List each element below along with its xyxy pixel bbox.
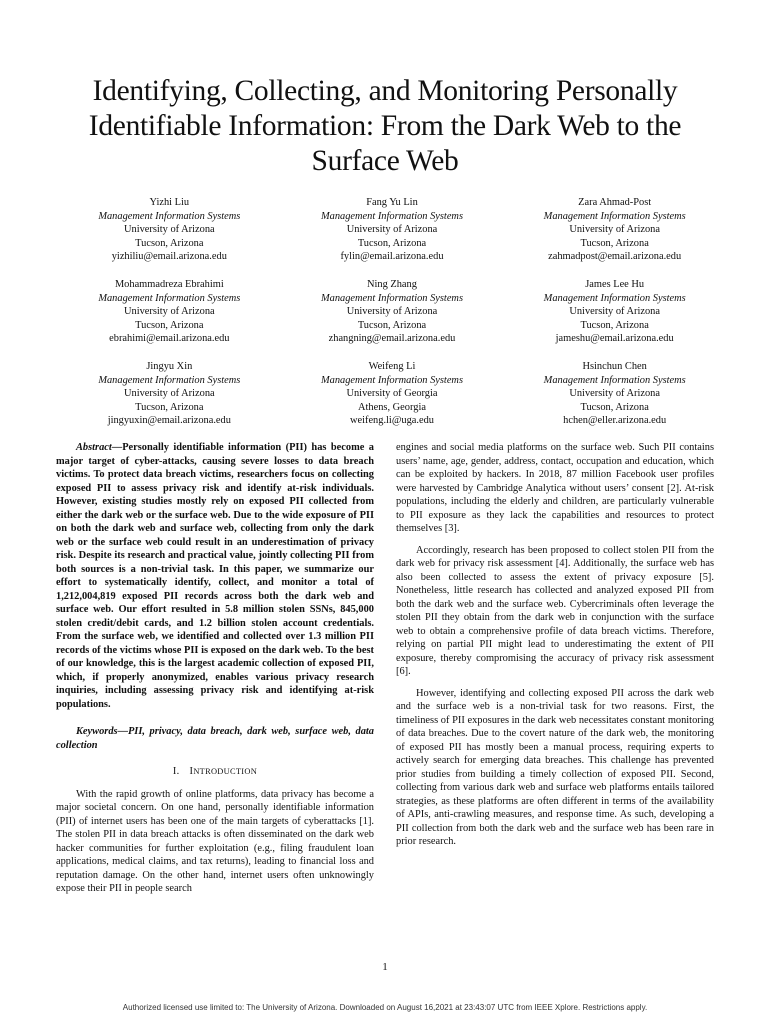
author-org: University of Arizona [569, 388, 660, 400]
author-org: University of Arizona [569, 306, 660, 318]
section-number: I. [172, 766, 180, 777]
license-footer: Authorized licensed use limited to: The University of Arizona. Downloaded on August 16,2021 at 23:43:07 UTC from IEEE Xplore. Restrictions apply. [122, 1003, 648, 1012]
author-location: Athens, Georgia [358, 401, 426, 413]
author-block [503, 360, 726, 428]
section-title-rest: NTRODUCTION [193, 767, 258, 776]
left-column [56, 441, 374, 896]
body-paragraph: Accordingly, research has been proposed to collect stolen PII from the dark web for privacy risk assessment [4]. Additionally, the surface web has also been collected to assess the extent of privacy exposure [5]. Nonetheless, little research has collected and analyzed exposed PII from both the dark web and the surface web. Cybercriminals often leverage the stolen PII they obtain from the dark web in conjunction with the surface web to obtain a comprehensive profile of data breach victims. Therefore, relying on partial PII might lead to underestimating the extent of PII exposure, thereby compromising the accuracy of privacy risk assessment [6]. [396, 544, 714, 677]
author-email: hchen@eller.arizona.edu [563, 415, 667, 427]
title-line: Identifying, Collecting, and Monitoring Personally [92, 75, 678, 107]
author-block [58, 278, 281, 346]
paper-title [40, 74, 730, 179]
section-title-initial: I [189, 766, 194, 777]
author-name: Zara Ahmad-Post [578, 197, 652, 208]
author-email: ebrahimi@email.arizona.edu [109, 333, 230, 345]
author-location: Tucson, Arizona [580, 237, 649, 249]
author-email: jameshu@email.arizona.edu [555, 333, 674, 345]
section-heading [56, 765, 374, 779]
author-email: yizhiliu@email.arizona.edu [111, 251, 227, 263]
author-affiliation: Management Information Systems [543, 210, 686, 222]
abstract-text: —Personally identifiable information (PII) has become a major target of cyber-attacks, causing severe losses to data breach victims. To protect data breach victims, researchers focus on collecting exposed PII to assess privacy risk and identify at-risk individuals. However, existing studies mostly rely on exposed PII collected from either the dark web or the surface web. Due to the wide exposure of PII on both the dark web and surface web, collecting from only the dark web or the surface web could result in an underestimation of privacy risk. Despite its research and practical value, jointly collecting PII from both sources is a non-trivial task. In this paper, we summarize our effort to systematically identify, collect, and monitor a total of 1,212,004,819 exposed PII records across both the dark web and surface web. Our effort resulted in 5.8 million stolen SSNs, 845,000 stolen credit/debit cards, and 1.2 billion stolen account credentials. From the surface web, we identified and collected over 1.3 million PII records of the victims whose PII is exposed on the dark web. To the best of our knowledge, this is the largest academic collection of exposed PII, which, if properly anonymized, enables various privacy research inquiries, including assessing privacy risk and identifying at-risk populations. [56, 442, 374, 710]
author-affiliation: Management Information Systems [98, 210, 241, 222]
author-email: jingyuxin@email.arizona.edu [107, 415, 231, 427]
author-location: Tucson, Arizona [357, 237, 427, 249]
intro-paragraph: With the rapid growth of online platforms, data privacy has become a major societal concern. On one hand, personally identifiable information (PII) of internet users has been one of the main targets of cyberattacks [1]. The stolen PII in data breach attacks is often disseminated on the dark web hacker communities for further exploitation (e.g., filing fraudulent loan applications, medical claims, and tax returns), leading to financial loss and reputation damage. On the other hand, internet users often unknowingly expose their PII in people search [56, 788, 374, 894]
author-org: University of Arizona [124, 388, 215, 400]
author-name: Weifeng Li [368, 360, 416, 372]
author-block [281, 196, 504, 264]
author-org: University of Georgia [346, 388, 438, 400]
author-block [503, 196, 726, 264]
author-affiliation: Management Information Systems [543, 374, 686, 386]
author-location: Tucson, Arizona [135, 319, 204, 331]
abstract-label: Abstract [76, 442, 112, 453]
right-column [396, 441, 714, 849]
abstract [56, 441, 374, 711]
author-org: University of Arizona [346, 306, 438, 318]
author-name: Ning Zhang [367, 278, 417, 290]
author-org: University of Arizona [124, 224, 215, 236]
author-name: James Lee Hu [585, 278, 645, 290]
author-location: Tucson, Arizona [580, 401, 649, 413]
author-name: Fang Yu Lin [366, 197, 418, 208]
author-location: Tucson, Arizona [135, 401, 204, 413]
author-block [58, 360, 281, 428]
author-affiliation: Management Information Systems [98, 374, 241, 386]
author-affiliation: Management Information Systems [543, 292, 686, 304]
author-block [503, 278, 726, 346]
author-affiliation: Management Information Systems [98, 292, 241, 304]
author-location: Tucson, Arizona [357, 319, 427, 331]
author-org: University of Arizona [569, 224, 660, 236]
author-email: weifeng.li@uga.edu [349, 415, 434, 427]
author-name: Yizhi Liu [149, 197, 190, 208]
author-org: University of Arizona [346, 224, 438, 236]
body-paragraph: However, identifying and collecting exposed PII across the dark web and the surface web is a non-trivial task for two reasons. First, the timeliness of PII exposures in the dark web necessitates constant monitoring of data breaches. Due to the covert nature of the dark web, the monitoring of exposed PII has mostly been a manual process, requiring experts to actively search for emerging data breaches. This challenge has prevented prior studies from building a timely collection of exposed PII. Second, collecting from various dark web and surface web platforms entails tailored strategies, as these platforms are often different in terms of the availability of APIs, anti-crawling measures, and response time. As such, developing a PII collection from both the dark web and the surface web has been rare in prior research. [396, 687, 714, 847]
author-affiliation: Management Information Systems [321, 374, 463, 386]
keywords: Keywords—PII, privacy, data breach, dark web, surface web, data collection [56, 726, 374, 751]
author-block [281, 278, 504, 346]
author-block [58, 196, 281, 264]
author-email: zhangning@email.arizona.edu [328, 333, 456, 345]
author-block [281, 360, 504, 428]
author-affiliation: Management Information Systems [321, 210, 463, 222]
author-location: Tucson, Arizona [580, 319, 649, 331]
author-email: fylin@email.arizona.edu [340, 251, 444, 263]
author-grid [58, 196, 726, 428]
author-email: zahmadpost@email.arizona.edu [548, 251, 682, 263]
author-org: University of Arizona [124, 306, 215, 318]
author-name: Jingyu Xin [146, 360, 193, 372]
author-name: Hsinchun Chen [582, 360, 647, 372]
author-name: Mohammadreza Ebrahimi [114, 278, 224, 290]
page-number: 1 [382, 961, 388, 973]
author-affiliation: Management Information Systems [321, 292, 463, 304]
title-line: Identifiable Information: From the Dark Web to the [88, 110, 682, 142]
body-paragraph: engines and social media platforms on the surface web. Such PII contains users’ name, age, gender, address, contact, occupation and education, which can be exploited by hackers. In 2018, 87 million Facebook user profiles were harvested by Cambridge Analytica without users’ consent [2]. At-risk populations, including the elderly and children, are particularly vulnerable to PII exposure as they lack the capabilities and resources to protect themselves [3]. [396, 442, 714, 534]
author-location: Tucson, Arizona [135, 237, 204, 249]
title-line: Surface Web [311, 145, 459, 177]
